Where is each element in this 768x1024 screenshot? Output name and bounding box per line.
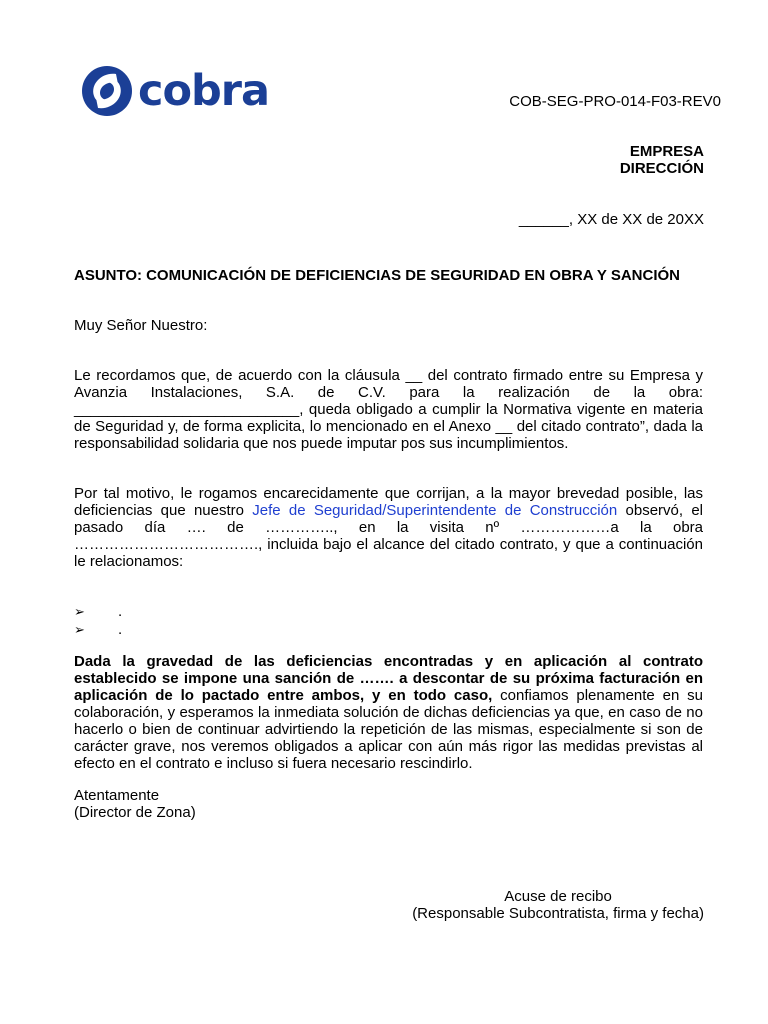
paragraph-sanction	[74, 653, 703, 772]
subject-label: ASUNTO:	[74, 267, 143, 284]
list-item	[74, 603, 122, 621]
receipt-title: Acuse de recibo	[504, 888, 612, 905]
arrow-bullet-icon: ➢	[74, 622, 85, 637]
list-item-text: .	[118, 621, 123, 638]
receipt-instructions: (Responsable Subcontratista, firma y fecha)	[412, 905, 704, 922]
logo-wordmark: cobra	[138, 65, 270, 116]
sanction-text-bold: Dada la gravedad de las deficiencias encontradas y en aplicación al contrato establecido se impone una sanción de ……. a descontar de su próxima facturación en aplicación de lo pactado entre ambos, y en todo caso,	[74, 653, 703, 704]
list-item-text: .	[118, 603, 123, 620]
request-text-end: observó, el pasado día …. de ………….., en la visita nº ………………a la obra ………………………………., incluida bajo el alcance del citado contrato, y que a continuación le relacionamos:	[74, 502, 703, 570]
greeting: Muy Señor Nuestro:	[74, 317, 208, 334]
cobra-logo-icon	[80, 64, 134, 118]
sanction-text: confiamos plenamente en su colaboración, y esperamos la inmediata solución de dichas deficiencias ya que, en caso de no hacerlo o bien de continuar advirtiendo la repetición de las mismas, especialmente si son de carácter grave, nos veremos obligados a aplicar con aún más rigor las medidas previstas al efecto en el contrato e incluso si fuera necesario rescindirlo.	[74, 687, 704, 772]
arrow-bullet-icon: ➢	[74, 604, 85, 619]
company-name: EMPRESA	[629, 143, 704, 160]
company-address: DIRECCIÓN	[619, 160, 704, 177]
date-line: ______, XX de XX de 20XX	[518, 211, 704, 228]
company-logo	[80, 64, 269, 118]
list-item	[74, 621, 122, 639]
document-code: COB-SEG-PRO-014-F03-REV0	[509, 93, 721, 110]
paragraph-request	[74, 485, 703, 570]
signatory: (Director de Zona)	[74, 804, 196, 821]
request-text-start: Por tal motivo, le rogamos encarecidamente que corrijan, a la mayor brevedad posible, las deficiencias que nuestro	[74, 485, 703, 519]
recipient-block	[620, 143, 704, 177]
subject-line	[74, 267, 680, 284]
inspector-role-highlight: Jefe de Seguridad/Superintendente de Construcción	[252, 502, 618, 519]
closing-block	[74, 787, 196, 821]
paragraph-contract: Le recordamos que, de acuerdo con la cláusula __ del contrato firmado entre su Empresa y Avanzia Instalaciones, S.A. de C.V. para la realización de la obra: ___________________________, queda obligado a cumplir la Normativa vigente en materia de Seguridad y, de forma explicita, lo mencionado en el Anexo __ del citado contrato”, dada la responsabilidad solidaria que nos puede imputar pos sus incumplimientos.	[74, 367, 703, 452]
deficiency-list	[74, 603, 122, 639]
subject-text: COMUNICACIÓN DE DEFICIENCIAS DE SEGURIDAD EN OBRA Y SANCIÓN	[146, 267, 680, 284]
closing-salutation: Atentamente	[74, 787, 160, 804]
receipt-block	[412, 888, 704, 922]
